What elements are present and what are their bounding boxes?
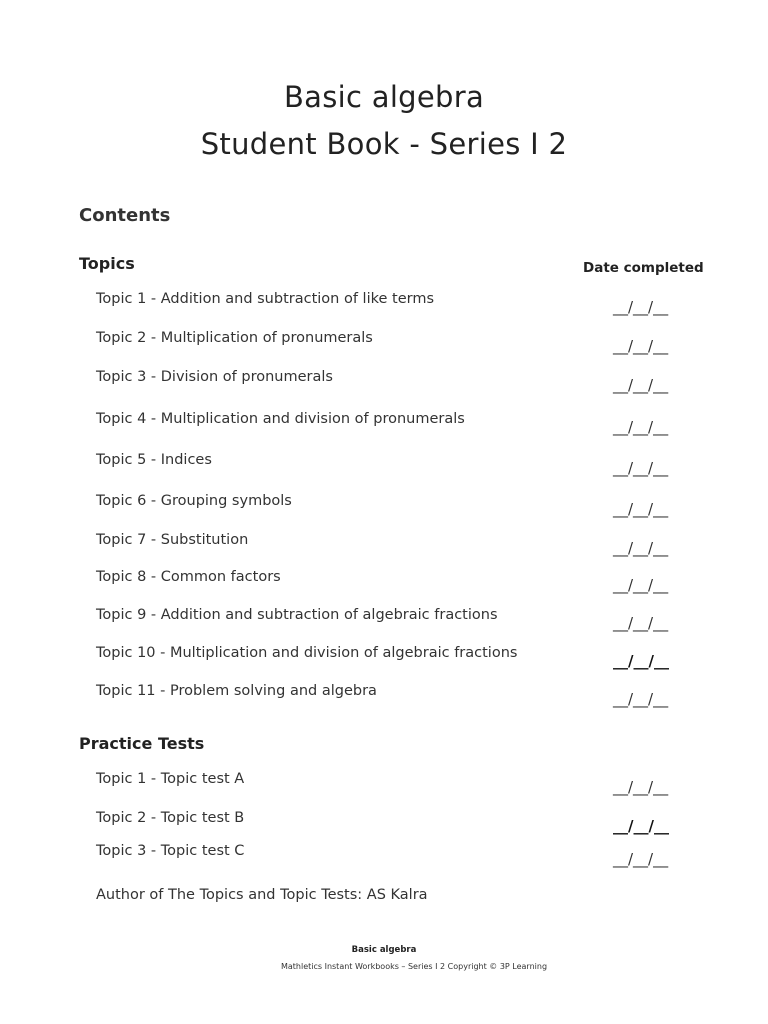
date-blank: __/__/__ [613, 576, 669, 594]
topic-label: Topic 8 - Common factors [96, 569, 281, 585]
topic-row [0, 291, 768, 316]
test-label: Topic 3 - Topic test C [96, 843, 245, 859]
test-label: Topic 2 - Topic test B [96, 810, 245, 826]
book-subtitle: Student Book - Series I 2 [200, 127, 568, 161]
topics-heading: Topics [79, 254, 135, 273]
topic-row [0, 569, 768, 594]
date-blank: __/__/__ [613, 337, 669, 355]
topic-row [0, 411, 768, 436]
topic-label: Topic 9 - Addition and subtraction of algebraic fractions [96, 607, 498, 623]
topic-row [0, 607, 768, 632]
test-row [0, 843, 768, 868]
test-row [0, 771, 768, 796]
test-row [0, 810, 768, 835]
date-blank: __/__/__ [613, 298, 669, 316]
date-blank: __/__/__ [613, 778, 669, 796]
footer-copyright: Mathletics Instant Workbooks – Series I 2 Copyright © 3P Learning [280, 962, 548, 971]
topic-label: Topic 11 - Problem solving and algebra [96, 683, 377, 699]
date-blank: __/__/__ [613, 690, 669, 708]
topic-row [0, 452, 768, 477]
topic-row [0, 330, 768, 355]
author-credit: Author of The Topics and Topic Tests: AS Kalra [96, 887, 428, 903]
date-blank: __/__/__ [613, 500, 669, 518]
date-completed-heading: Date completed [583, 260, 704, 276]
topic-label: Topic 5 - Indices [96, 452, 212, 468]
book-title: Basic algebra [283, 80, 485, 114]
date-blank: __/__/__ [613, 614, 669, 632]
date-blank: __/__/__ [613, 376, 669, 394]
date-blank: __/__/__ [613, 418, 669, 436]
topic-label: Topic 3 - Division of pronumerals [96, 369, 333, 385]
test-label: Topic 1 - Topic test A [96, 771, 245, 787]
date-blank: __/__/__ [613, 652, 669, 670]
topic-row [0, 493, 768, 518]
topic-row [0, 532, 768, 557]
contents-heading: Contents [79, 205, 171, 226]
date-blank: __/__/__ [613, 539, 669, 557]
topic-label: Topic 1 - Addition and subtraction of like terms [96, 291, 435, 307]
footer-title: Basic algebra [351, 945, 417, 955]
topic-row [0, 645, 768, 670]
topic-row [0, 683, 768, 708]
topic-row [0, 369, 768, 394]
date-blank: __/__/__ [613, 850, 669, 868]
topic-label: Topic 6 - Grouping symbols [96, 493, 292, 509]
date-blank: __/__/__ [613, 817, 669, 835]
date-blank: __/__/__ [613, 459, 669, 477]
topic-label: Topic 2 - Multiplication of pronumerals [96, 330, 373, 346]
topic-label: Topic 4 - Multiplication and division of pronumerals [96, 411, 465, 427]
practice-tests-heading: Practice Tests [79, 734, 205, 753]
topic-label: Topic 7 - Substitution [96, 532, 249, 548]
topic-label: Topic 10 - Multiplication and division of algebraic fractions [96, 645, 518, 661]
